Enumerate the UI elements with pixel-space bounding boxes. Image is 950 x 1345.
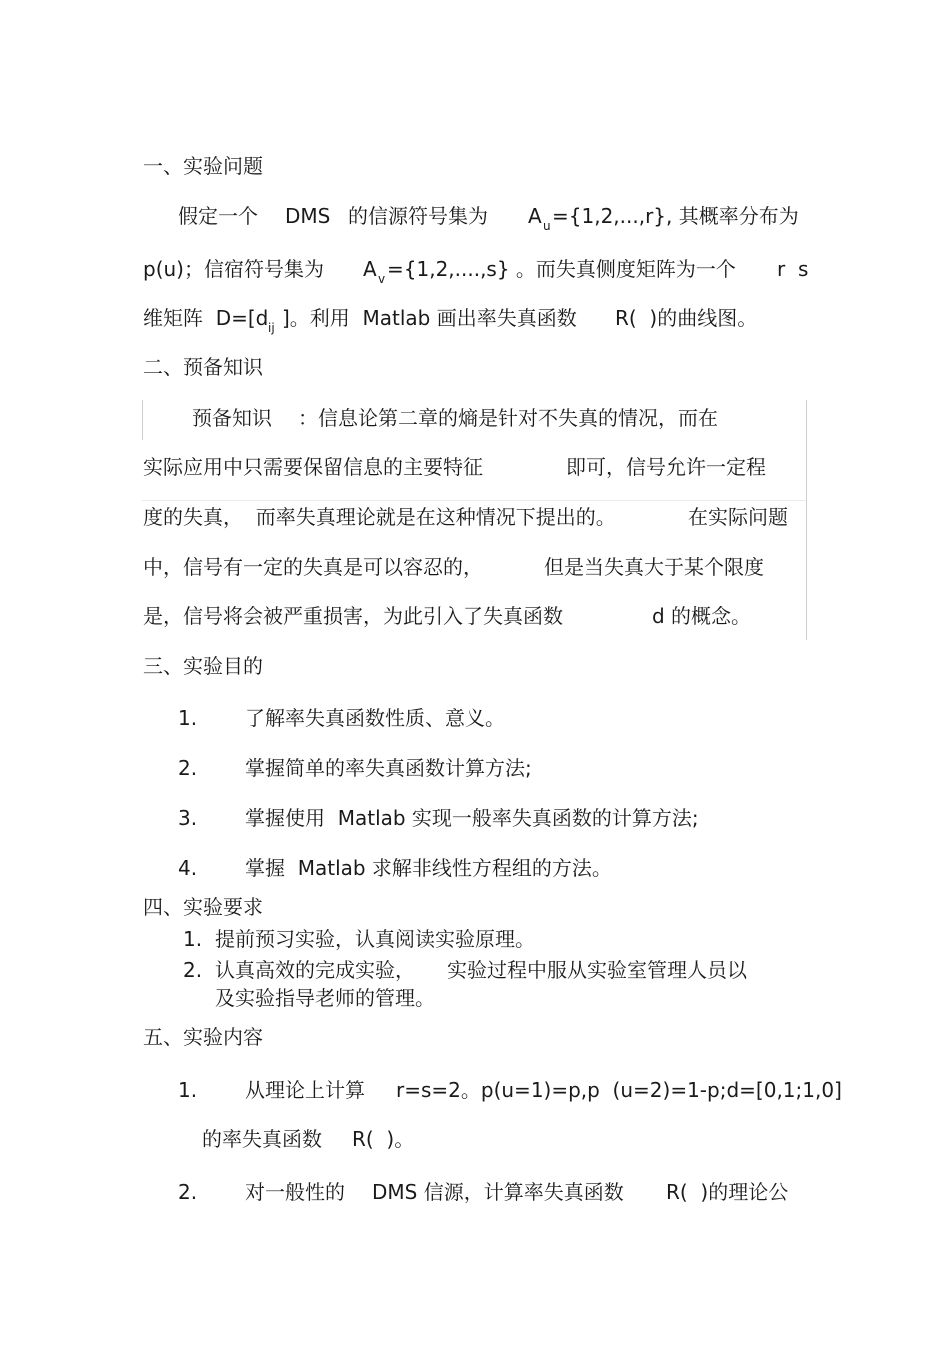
purpose-num: 2. — [178, 756, 198, 780]
pre-line-5a: 是，信号将会被严重损害，为此引入了失真函数 — [143, 604, 563, 628]
content-item-2b: DMS 信源，计算率失真函数 — [372, 1180, 624, 1204]
purpose-item: 掌握 Matlab 求解非线性方程组的方法。 — [245, 856, 612, 880]
req-item: 及实验指导老师的管理。 — [215, 986, 435, 1010]
content-num: 1. — [178, 1078, 198, 1102]
box-divider — [142, 500, 806, 501]
problem-line-2e: r s — [777, 257, 809, 281]
section-heading-requirements: 四、实验要求 — [143, 895, 263, 919]
problem-line-3d: R( )的曲线图。 — [615, 306, 758, 330]
pre-line-5b: d 的概念。 — [652, 604, 752, 628]
pre-line-3a: 度的失真， 而率失真理论就是在这种情况下提出的。 — [143, 505, 616, 529]
content-item-2a: 对一般性的 — [245, 1180, 345, 1204]
problem-line-2c: v — [378, 272, 386, 286]
content-item-1a: 从理论上计算 — [245, 1078, 365, 1102]
purpose-item: 掌握简单的率失真函数计算方法; — [245, 756, 532, 780]
problem-line-1a: 假定一个 — [178, 204, 258, 228]
problem-line-2b: A — [363, 257, 377, 281]
pre-line-1b: ：信息论第二章的熵是针对不失真的情况，而在 — [298, 406, 718, 430]
problem-line-2a: p(u)；信宿符号集为 — [143, 257, 324, 281]
section-heading-problem: 一、实验问题 — [143, 154, 263, 178]
problem-line-1f: ={1,2,...,r}, 其概率分布为 — [552, 204, 799, 228]
purpose-item: 了解率失真函数性质、意义。 — [245, 706, 505, 730]
pre-line-4a: 中，信号有一定的失真是可以容忍的， — [143, 555, 483, 579]
section-heading-preknowledge: 二、预备知识 — [143, 355, 263, 379]
pre-line-2a: 实际应用中只需要保留信息的主要特征 — [143, 455, 483, 479]
req-item: 实验过程中服从实验室管理人员以 — [447, 958, 747, 982]
pre-line-3b: 在实际问题 — [688, 505, 788, 529]
pre-line-2b: 即可，信号允许一定程 — [566, 455, 766, 479]
problem-line-1e: u — [543, 219, 551, 233]
section-heading-content: 五、实验内容 — [143, 1025, 263, 1049]
content-item-1d: R( )。 — [352, 1127, 415, 1151]
req-num: 1. — [183, 927, 203, 951]
req-item: 认真高效的完成实验， — [215, 958, 415, 982]
purpose-num: 4. — [178, 856, 198, 880]
pre-line-1a: 预备知识 — [192, 406, 272, 430]
content-item-1c: 的率失真函数 — [202, 1127, 322, 1151]
purpose-num: 1. — [178, 706, 198, 730]
problem-line-2d: ={1,2,....,s} 。而失真侧度矩阵为一个 — [387, 257, 736, 281]
purpose-item: 掌握使用 Matlab 实现一般率失真函数的计算方法; — [245, 806, 699, 830]
pre-line-4b: 但是当失真大于某个限度 — [544, 555, 764, 579]
content-item-1b: r=s=2。p(u=1)=p,p (u=2)=1-p;d=[0,1;1,0] — [396, 1078, 842, 1102]
problem-line-3c: ]。利用 Matlab 画出率失真函数 — [282, 306, 577, 330]
problem-line-3b: ij — [268, 321, 275, 335]
box-right-edge — [806, 400, 807, 640]
problem-line-1b: DMS — [285, 204, 331, 228]
req-num: 2. — [183, 958, 203, 982]
problem-line-1d: A — [528, 204, 542, 228]
problem-line-1c: 的信源符号集为 — [348, 204, 488, 228]
req-item: 提前预习实验，认真阅读实验原理。 — [215, 927, 535, 951]
purpose-num: 3. — [178, 806, 198, 830]
content-item-2c: R( )的理论公 — [666, 1180, 789, 1204]
box-left-edge — [142, 400, 143, 440]
content-num: 2. — [178, 1180, 198, 1204]
problem-line-3a: 维矩阵 D=[d — [143, 306, 269, 330]
section-heading-purpose: 三、实验目的 — [143, 654, 263, 678]
